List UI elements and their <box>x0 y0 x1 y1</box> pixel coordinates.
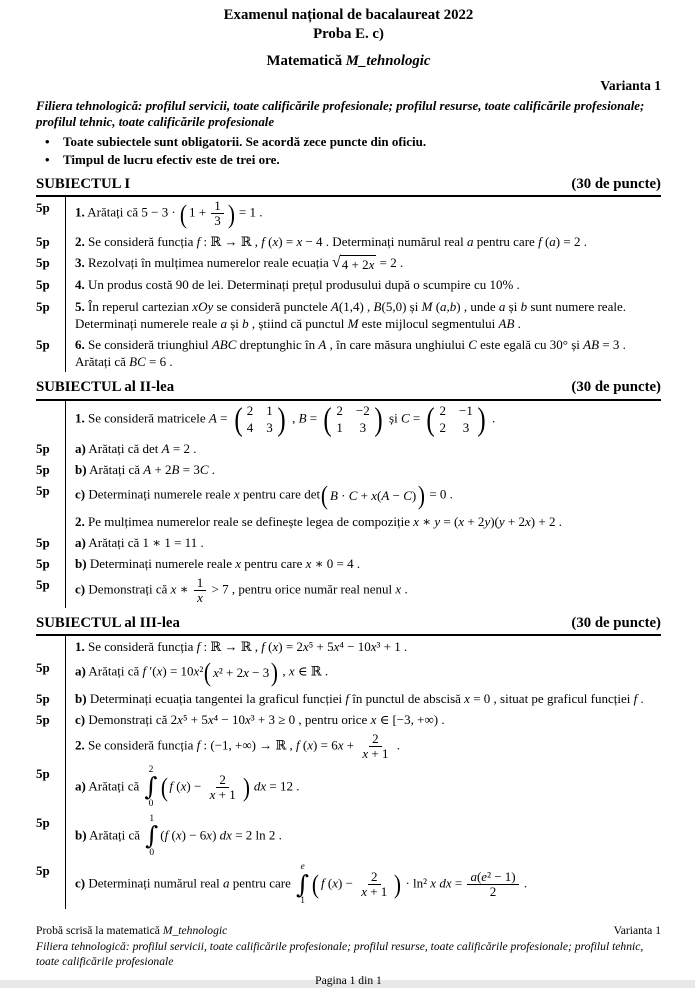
math-var: x <box>244 711 251 727</box>
math-var: x <box>233 486 240 502</box>
bold-text: c) <box>75 711 86 727</box>
math-var: A <box>161 441 170 456</box>
math-var: x <box>371 488 378 504</box>
math-var: A <box>318 336 327 352</box>
math-var: x <box>458 513 465 529</box>
section-header <box>36 378 661 397</box>
math-var: x <box>430 875 437 891</box>
bold-text: 4. <box>75 277 85 293</box>
math-var: C <box>348 488 358 504</box>
math-var: B <box>171 462 180 478</box>
problem-row <box>36 459 661 480</box>
math-var: x <box>337 737 344 753</box>
math-var: a <box>223 875 230 891</box>
footer-variant: Varianta 1 <box>613 923 661 937</box>
bold-text: a) <box>75 778 86 794</box>
filiera-note: Filiera tehnologică: profilul servicii, toate calificările profesionale; profilul resurse, toate calificările profesionale; profilul tehnic, toate calificările profesionale <box>36 98 645 130</box>
math-var: e <box>300 862 305 873</box>
math-var: x <box>464 690 470 706</box>
math-var: f <box>196 737 201 753</box>
problem-text: c) Determinați numărul real a pentru care e ∫ 1 ( f (x) − $\frac{2}{x + 1}$ ) · ln² x dx = $\frac{\text{a(e² − 1)}}{2}$ . <box>65 860 661 909</box>
bold-text: b) <box>75 690 87 706</box>
math-var: dx <box>439 875 452 891</box>
problem-text: a) Arătați că det A = 2 . <box>65 438 661 459</box>
math-var: x <box>193 663 200 679</box>
math-var: f <box>538 233 542 249</box>
bold-text: 2. <box>75 233 85 249</box>
math-var: A <box>381 488 390 504</box>
page-footer <box>36 923 661 988</box>
math-var: M <box>347 315 359 331</box>
problem-row <box>36 553 661 574</box>
points-badge: 5p <box>36 200 50 216</box>
footer-proba-text: Probă scrisă la matematică <box>36 923 163 937</box>
math-var: C <box>400 410 410 426</box>
problem-text: a) Arătați că 2 ∫ 0 ( f (x) − $\frac{2}{x + 1}$ ) dx = 12 . <box>65 763 661 812</box>
problem-text: 2. Se consideră funcția f : (−1, +∞) → ℝ , f (x) = 6x + $\frac{2}{x + 1}$ . <box>65 730 661 763</box>
math-var: AB <box>498 315 515 331</box>
math-var: x <box>395 581 402 597</box>
bold-text: 1. <box>75 638 85 654</box>
math-var: f <box>169 778 174 794</box>
math-var: a <box>498 298 506 314</box>
problem-row <box>36 231 661 252</box>
points-badge <box>36 636 65 657</box>
fraction: $\frac{\text{a(e² − 1)}}{2}$ <box>467 870 518 899</box>
problem-row <box>36 296 661 334</box>
math-var: b <box>449 298 457 314</box>
points-badge: 5p <box>36 483 50 499</box>
parenthesized-expression: ( f (x) − $\frac{2}{x + 1}$ ) <box>312 868 402 900</box>
section-points: (30 de puncte) <box>571 614 661 631</box>
math-var: y <box>484 513 491 529</box>
bold-text: 2. <box>75 737 85 753</box>
math-var: f <box>196 638 201 654</box>
problem-text: 3. Rezolvați în mulțimea numerelor reale ecuația √ 4 + 2x = 2 . <box>65 252 661 275</box>
math-var: x <box>206 826 213 842</box>
points-badge: 5p <box>36 690 50 706</box>
problem-text: 1. Se consideră funcția f : ℝ → ℝ , f (x) = 2x⁵ + 5x⁴ − 10x³ + 1 . <box>65 636 661 657</box>
footer-proba-profile: M_tehnologic <box>162 923 228 937</box>
bold-text: c) <box>75 486 86 502</box>
math-var: dx <box>253 778 267 794</box>
variant-label: Varianta 1 <box>600 78 661 93</box>
footer-filiera: Filiera tehnologică: profilul servicii, toate calificările profesionale; profilul resurse, toate calificările profesionale; profilul tehnic, toate calificările profesionale <box>36 939 644 968</box>
math-var: x <box>177 711 183 727</box>
problem-row <box>36 511 661 532</box>
section-title: SUBIECTUL al III-lea <box>36 614 180 631</box>
problem-row <box>36 532 661 553</box>
parenthesized-expression: ( 1 + $\frac{1}{3}$ ) <box>179 198 235 229</box>
math-var: x <box>272 638 279 654</box>
problem-row <box>36 401 661 439</box>
math-var: x <box>175 826 182 842</box>
bold-text: c) <box>75 875 86 891</box>
math-var: x <box>525 513 531 529</box>
math-var: a <box>549 233 556 249</box>
problem-row <box>36 274 661 295</box>
matrix: ( 2 −1 2 3 ) <box>426 400 486 438</box>
bold-text: a) <box>75 441 86 456</box>
math-var: C <box>468 336 477 352</box>
page-number: Pagina 1 din 1 <box>315 973 382 987</box>
fraction: $\frac{2}{x + 1}$ <box>362 730 389 761</box>
fraction: $\frac{1}{x}$ <box>194 576 207 605</box>
problem-text: 2. Pe mulțimea numerelor reale se definește legea de compoziție x ∗ y = (x + 2y)(y + 2x) + 2 . <box>65 511 661 532</box>
exam-section <box>36 378 661 607</box>
problem-text: 6. Se consideră triunghiul ABC dreptunghic în A , în care măsura unghiului C este egală cu 30° și AB = 3 . Arătați că BC = 6 . <box>65 334 661 372</box>
math-var: B <box>329 488 338 504</box>
math-var: e <box>481 868 488 884</box>
bold-text: 6. <box>75 336 85 352</box>
parenthesized-expression: ( x² + 2x − 3 ) <box>204 656 279 687</box>
problem-row <box>36 657 661 688</box>
math-var: AB <box>583 336 600 352</box>
math-var: x <box>305 556 312 572</box>
problem-text: c) Demonstrați că x ∗ $\frac{1}{x}$ > 7 , pentru orice număr real nenul x . <box>65 574 661 607</box>
problem-row <box>36 480 661 511</box>
math-var: B <box>373 298 382 314</box>
bold-text: b) <box>75 826 87 842</box>
math-var: f <box>321 875 325 891</box>
problem-text: b) Arătați că 1 ∫ 0 (f (x) − 6x) dx = 2 ln 2 . <box>65 812 661 861</box>
math-var: B <box>298 410 307 426</box>
matrix: ( 2 −2 1 3 ) <box>323 400 383 438</box>
fraction: $\frac{2}{x + 1}$ <box>209 771 236 802</box>
math-var: x <box>207 711 214 727</box>
sqrt-expression: √ 4 + 2x <box>332 253 375 272</box>
section-body <box>36 195 661 372</box>
math-var: f <box>296 737 300 753</box>
bold-text: 1. <box>75 204 85 220</box>
points-badge: 5p <box>36 577 50 593</box>
points-badge <box>36 511 65 532</box>
bold-text: c) <box>75 581 86 597</box>
math-var: x <box>362 745 369 761</box>
section-header <box>36 614 661 633</box>
problem-text: 5. În reperul cartezian xOy se consideră punctele A(1,4) , B(5,0) și M (a,b) , unde a și b sunt numere reale. Determinați numerele reale a și b , știind că punctul M este mijlocul segmentului AB . <box>65 296 661 334</box>
math-var: x <box>170 581 177 597</box>
exam-title: Examenul național de bacalaureat 2022 <box>223 7 474 23</box>
math-var: a <box>470 868 477 884</box>
problem-row <box>36 730 661 763</box>
math-var: C <box>199 462 209 478</box>
points-badge: 5p <box>36 556 50 572</box>
problem-row <box>36 763 661 812</box>
math-var: x <box>156 663 163 679</box>
math-var: x <box>213 664 219 680</box>
bold-text: a) <box>75 535 86 551</box>
math-var: x <box>332 875 339 891</box>
math-var: a <box>220 315 227 331</box>
problem-text: c) Determinați numerele reale x pentru care det ( B · C + x(A − C) ) = 0 . <box>65 480 661 511</box>
points-badge: 5p <box>36 336 50 352</box>
math-var: a <box>440 298 447 314</box>
instruction-item: • Timpul de lucru efectiv este de trei ore. <box>36 151 661 169</box>
points-badge: 5p <box>36 441 50 456</box>
math-var: a <box>466 233 474 249</box>
problem-text: a) Arătați că 1 ∗ 1 = 11 . <box>65 532 661 553</box>
points-badge: 5p <box>36 711 50 727</box>
problem-row <box>36 688 661 709</box>
bold-text: 3. <box>75 254 85 270</box>
problem-row <box>36 636 661 657</box>
instruction-item: • Toate subiectele sunt obligatorii. Se acordă zece puncte din oficiu. <box>36 133 661 151</box>
points-badge: 5p <box>36 765 50 781</box>
math-var: M <box>421 298 433 314</box>
points-badge: 5p <box>36 535 50 551</box>
problem-row <box>36 197 661 230</box>
bold-text: 2. <box>75 513 85 529</box>
bold-text: b) <box>75 556 87 572</box>
points-badge: 5p <box>36 863 50 879</box>
exam-section <box>36 175 661 372</box>
subject-profile: M_tehnologic <box>345 53 431 70</box>
bold-text: 1. <box>75 410 85 426</box>
math-var: xOy <box>192 298 214 314</box>
math-var: x <box>209 786 216 802</box>
math-var: ABC <box>211 336 237 352</box>
points-badge: 5p <box>36 233 50 249</box>
integral: 2 ∫ 0 <box>144 764 158 810</box>
math-var: y <box>434 513 441 529</box>
math-var: b <box>520 298 528 314</box>
problem-row <box>36 812 661 861</box>
section-points: (30 de puncte) <box>571 176 661 193</box>
section-header <box>36 175 661 194</box>
sections <box>36 175 661 909</box>
problem-text: 1. Se consideră matricele A = ( 2 1 4 3 ) , B = ( 2 −2 1 3 ) și C = ( 2 −1 2 3 ) . <box>65 401 661 439</box>
math-var: x <box>333 638 340 654</box>
problem-row <box>36 574 661 607</box>
problem-row <box>36 334 661 372</box>
subject-label: Matematică <box>266 53 343 70</box>
math-var: x <box>288 663 295 679</box>
section-title: SUBIECTUL I <box>36 176 131 193</box>
math-var: b <box>242 315 249 331</box>
math-var: f <box>142 663 147 679</box>
fraction: $\frac{1}{3}$ <box>211 199 224 228</box>
math-var: x <box>370 638 377 654</box>
problem-row <box>36 709 661 730</box>
points-badge: 5p <box>36 254 50 270</box>
math-var: x <box>180 778 187 794</box>
problem-text: b) Determinați numerele reale x pentru care x ∗ 0 = 4 . <box>65 553 661 574</box>
points-badge <box>36 401 65 439</box>
math-var: C <box>403 488 412 504</box>
math-var: A <box>143 462 152 478</box>
section-points: (30 de puncte) <box>571 379 661 396</box>
math-var: f <box>261 638 265 654</box>
problem-text: c) Demonstrați că 2x⁵ + 5x⁴ − 10x³ + 3 ≥ 0 , pentru orice x ∈ [−3, +∞) . <box>65 709 661 730</box>
points-badge: 5p <box>36 462 50 478</box>
points-badge: 5p <box>36 659 50 675</box>
exam-section <box>36 614 661 909</box>
points-badge: 5p <box>36 814 50 830</box>
bold-text: 5. <box>75 298 85 314</box>
problem-row <box>36 438 661 459</box>
math-var: x <box>368 256 375 272</box>
math-var: y <box>498 513 505 529</box>
integral: 1 ∫ 0 <box>145 813 159 858</box>
math-var: x <box>235 556 242 572</box>
problem-text: 2. Se consideră funcția f : ℝ → ℝ , f (x) = x − 4 . Determinați numărul real a pentru care f (a) = 2 . <box>65 231 661 252</box>
math-var: x <box>307 737 314 753</box>
math-var: BC <box>129 354 146 370</box>
section-body <box>36 399 661 608</box>
parenthesized-expression: ( B · C + x(A − C) ) <box>320 480 426 511</box>
bold-text: b) <box>75 462 87 478</box>
fraction: $\frac{2}{x + 1}$ <box>361 868 388 899</box>
math-var: x <box>361 883 367 899</box>
points-badge <box>36 730 65 763</box>
points-badge: 5p <box>36 298 50 314</box>
math-var: x <box>413 513 420 529</box>
parenthesized-expression: ( f (x) − $\frac{2}{x + 1}$ ) <box>160 771 250 802</box>
matrix: ( 2 1 4 3 ) <box>234 400 286 438</box>
math-var: f <box>345 690 349 706</box>
math-var: A <box>208 410 217 426</box>
exam-proba: Proba E. c) <box>313 26 384 43</box>
problem-row <box>36 860 661 909</box>
footer-line1 <box>36 923 661 938</box>
math-var: dx <box>219 826 232 842</box>
problem-row <box>36 252 661 275</box>
math-var: x <box>296 233 303 249</box>
integral: e ∫ 1 <box>296 862 310 907</box>
math-var: A <box>330 298 339 314</box>
problem-text: a) Arătați că f ′(x) = 10x² ( x² + 2x − 3 ) , x ∈ ℝ . <box>65 657 661 688</box>
section-title: SUBIECTUL al II-lea <box>36 379 175 396</box>
math-var: x <box>272 233 279 249</box>
math-var: f <box>164 826 169 842</box>
points-badge: 5p <box>36 277 50 293</box>
math-var: x <box>302 638 309 654</box>
exam-subject-line <box>36 52 661 72</box>
math-var: x <box>243 664 249 680</box>
instructions-list <box>36 133 661 169</box>
problem-text: 4. Un produs costă 90 de lei. Determinați prețul produsului după o scumpire cu 10% . <box>65 274 661 295</box>
math-var: f <box>196 233 201 249</box>
footer-proba <box>36 923 227 938</box>
math-var: f <box>261 233 265 249</box>
bold-text: a) <box>75 663 86 679</box>
math-var: x <box>370 711 377 727</box>
math-var: x <box>197 590 203 606</box>
problem-text: b) Determinați ecuația tangentei la graficul funcției f în punctul de abscisă x = 0 , situat pe graficul funcției f . <box>65 688 661 709</box>
math-var: f <box>633 690 638 706</box>
section-body <box>36 634 661 909</box>
problem-text: b) Arătați că A + 2B = 3C . <box>65 459 661 480</box>
problem-text: 1. Arătați că 5 − 3 · ( 1 + $\frac{1}{3}$ ) = 1 . <box>65 197 661 230</box>
